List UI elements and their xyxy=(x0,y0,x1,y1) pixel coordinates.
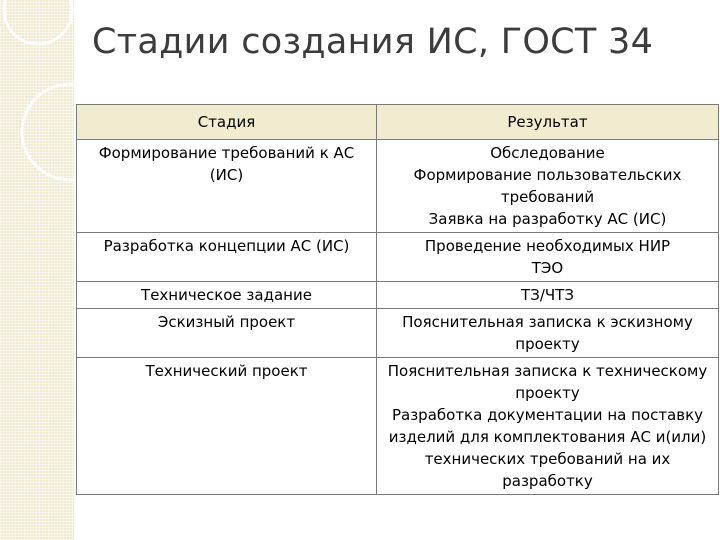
table-row xyxy=(77,233,719,282)
result-line: Обследование xyxy=(490,144,605,162)
stages-table xyxy=(76,104,719,495)
result-line: Пояснительная записка к эскизному проекту xyxy=(402,313,693,353)
table-row xyxy=(77,282,719,309)
result-line: ТЗ/ЧТЗ xyxy=(521,286,574,304)
header-result: Результат xyxy=(377,105,719,140)
stage-cell: Разработка концепции АС (ИС) xyxy=(77,233,377,282)
result-cell xyxy=(377,140,719,233)
stage-cell: Техническое задание xyxy=(77,282,377,309)
result-cell xyxy=(377,358,719,495)
table-row xyxy=(77,358,719,495)
table-header-row xyxy=(77,105,719,140)
slide-title: Стадии создания ИС, ГОСТ 34 xyxy=(92,22,654,62)
result-line: Формирование пользовательских требований xyxy=(413,166,682,206)
result-line: Разработка документации на поставку изделий для комплектования АС и(или) технических требований на их разработку xyxy=(388,406,707,490)
stage-cell: Эскизный проект xyxy=(77,309,377,358)
result-cell xyxy=(377,233,719,282)
result-cell xyxy=(377,282,719,309)
result-line: Проведение необходимых НИР xyxy=(424,237,671,255)
result-line: Заявка на разработку АС (ИС) xyxy=(428,210,667,228)
result-line: ТЭО xyxy=(531,259,564,277)
header-stage: Стадия xyxy=(77,105,377,140)
result-line: Пояснительная записка к техническому проекту xyxy=(387,362,708,402)
table-row xyxy=(77,309,719,358)
stage-cell: Формирование требований к АС (ИС) xyxy=(77,140,377,233)
result-cell xyxy=(377,309,719,358)
table-row xyxy=(77,140,719,233)
stage-cell: Технический проект xyxy=(77,358,377,495)
